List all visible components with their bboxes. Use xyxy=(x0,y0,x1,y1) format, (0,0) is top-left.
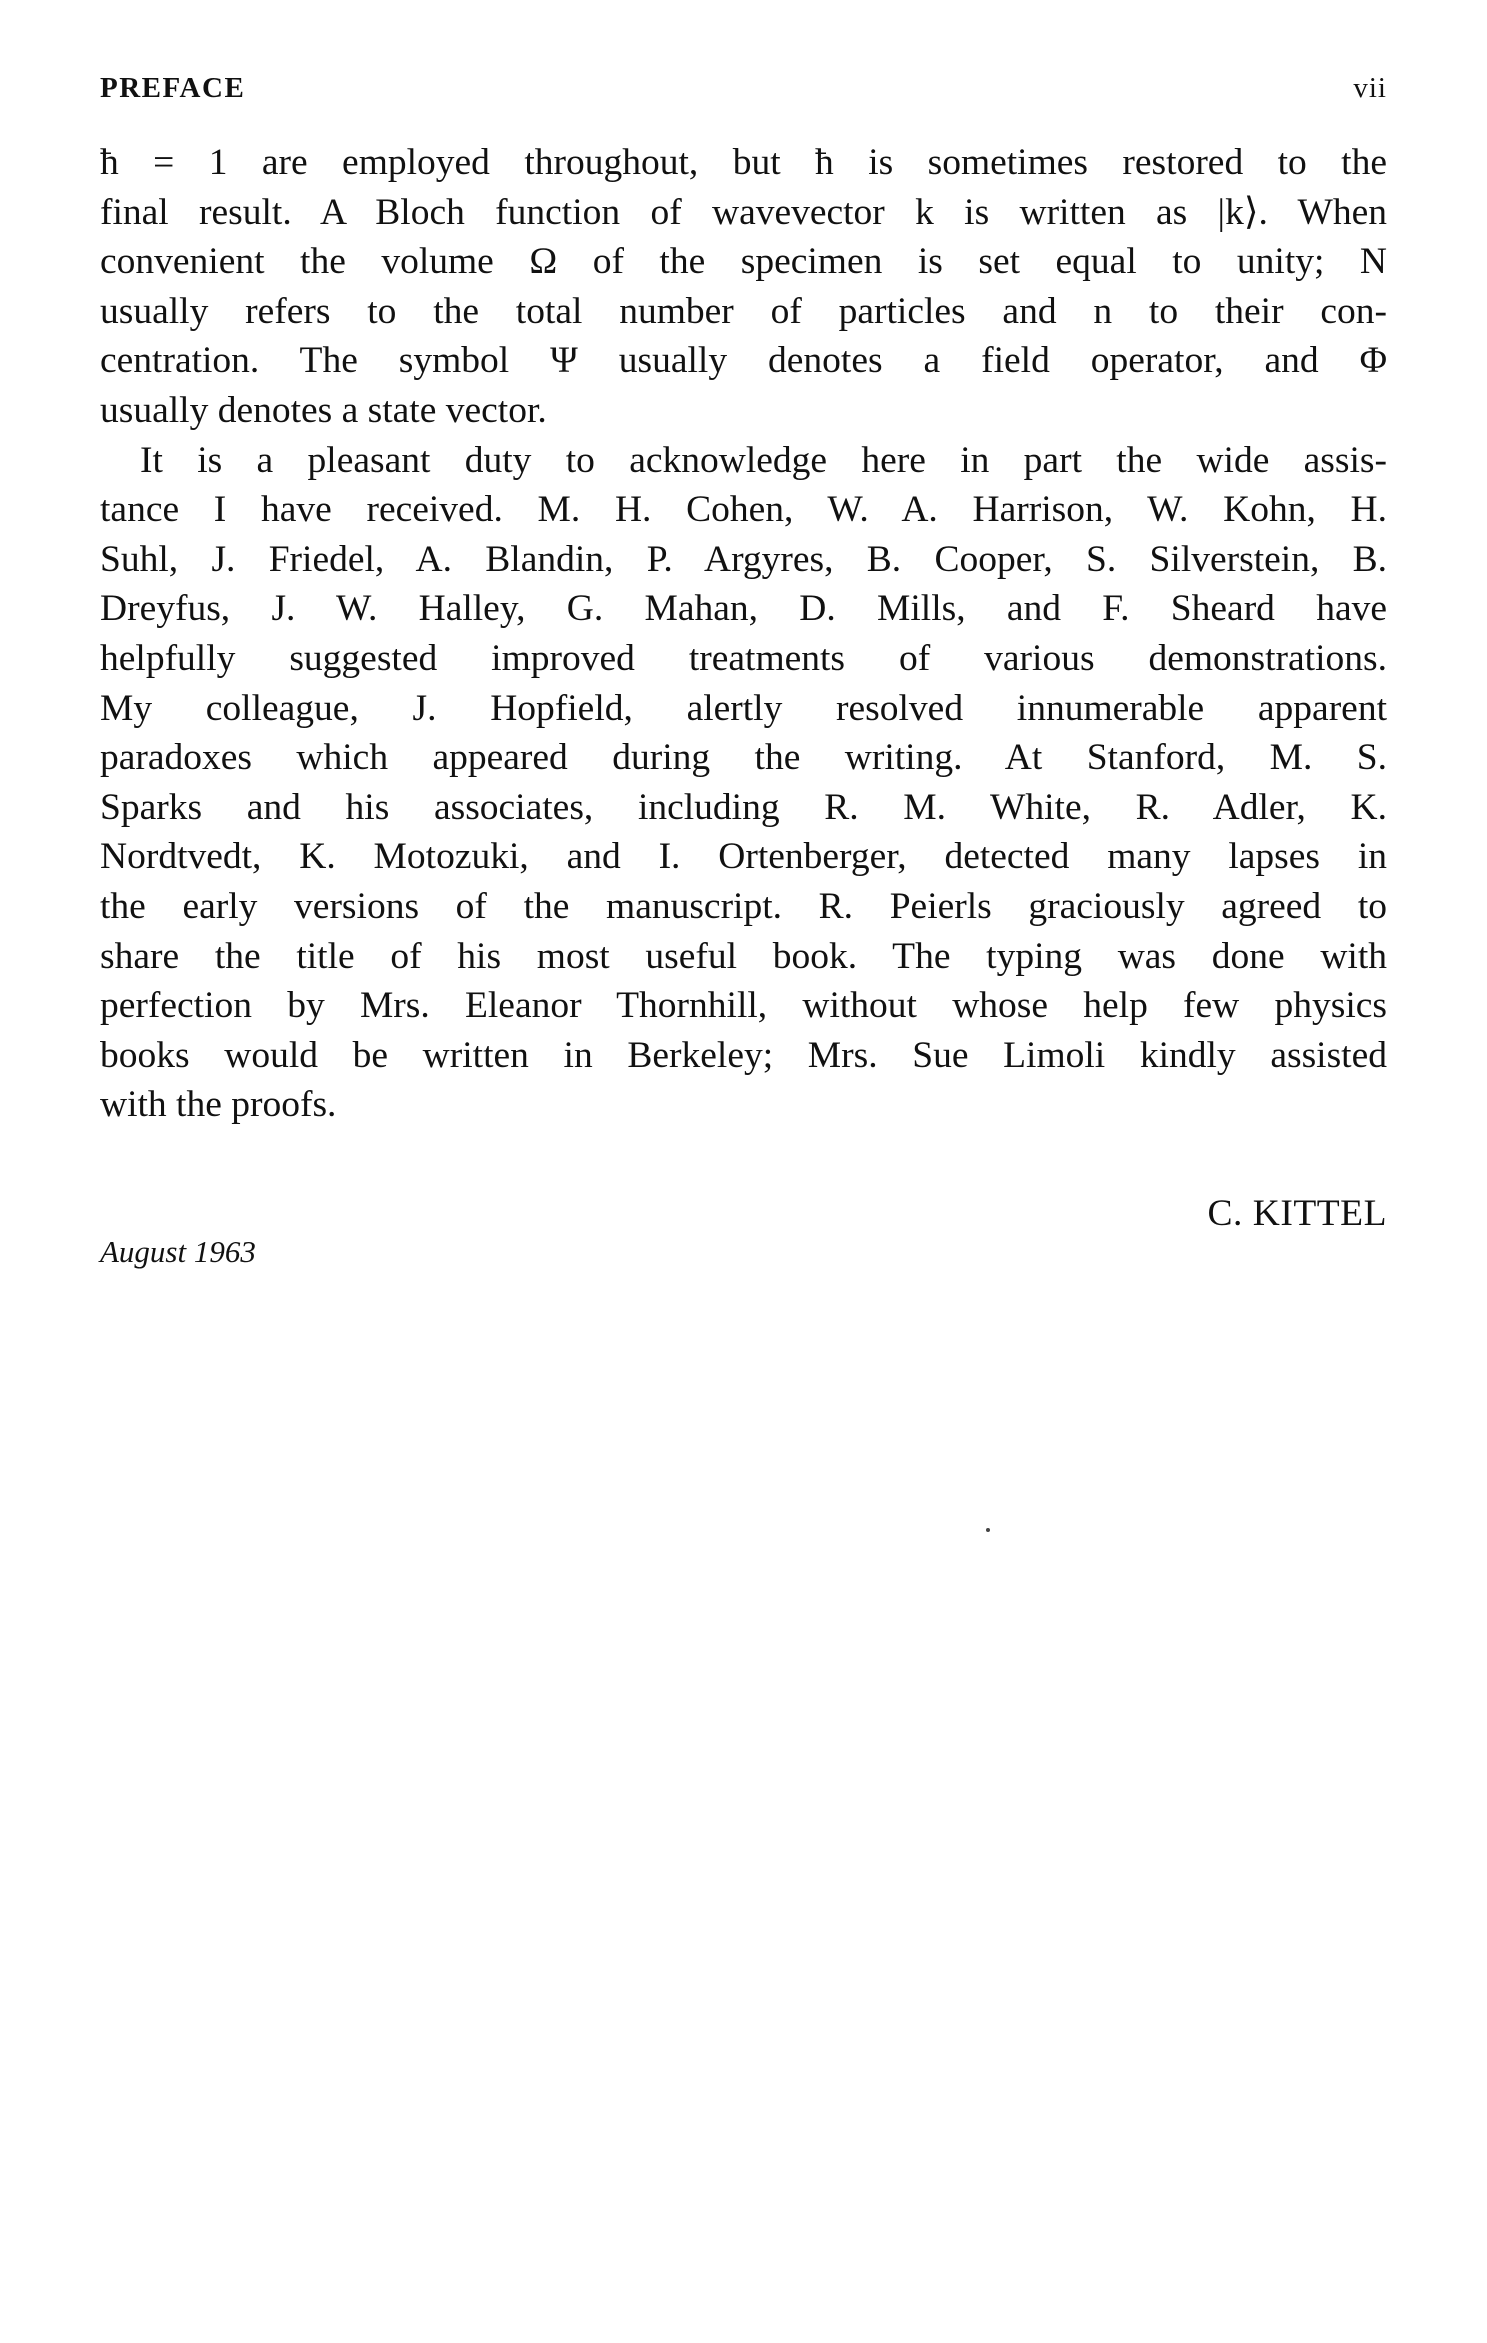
page-number: vii xyxy=(1353,72,1387,104)
text-line: convenient the volume Ω of the specimen is set equal to unity; N xyxy=(100,241,1387,283)
text-line: helpfully suggested improved treatments of various demonstrations. xyxy=(100,637,1387,679)
running-title: PREFACE xyxy=(100,72,246,104)
text-line: ħ = 1 are employed throughout, but ħ is sometimes restored to the xyxy=(100,142,1387,183)
text-line: It is a pleasant duty to acknowledge here in part the wide assis- xyxy=(140,439,1387,481)
text-line: usually refers to the total number of particles and n to their con- xyxy=(100,290,1387,332)
text-line: final result. A Bloch function of wavevector k is written as |k⟩. When xyxy=(100,191,1387,233)
text-line: My colleague, J. Hopfield, alertly resolved innumerable apparent xyxy=(100,687,1387,729)
running-head xyxy=(100,72,1387,116)
signature-rest: ITTEL xyxy=(1280,1193,1387,1234)
text-line: books would be written in Berkeley; Mrs. Sue Limoli kindly assisted xyxy=(100,1034,1387,1076)
print-speck xyxy=(986,1528,990,1532)
text-line: Dreyfus, J. W. Halley, G. Mahan, D. Mills, and F. Sheard have xyxy=(100,588,1387,630)
text-line: the early versions of the manuscript. R. Peierls graciously agreed to xyxy=(100,885,1387,927)
signature-initial: C. K xyxy=(1207,1193,1281,1234)
text-line: Sparks and his associates, including R. M. White, R. Adler, K. xyxy=(100,786,1387,828)
text-line: centration. The symbol Ψ usually denotes a field operator, and Φ xyxy=(100,340,1387,382)
text-line: Suhl, J. Friedel, A. Blandin, P. Argyres, B. Cooper, S. Silverstein, B. xyxy=(100,538,1387,580)
paragraph-acknowledgements xyxy=(100,436,1387,1130)
preface-date: August 1963 xyxy=(100,1234,256,1269)
text-line: share the title of his most useful book. The typing was done with xyxy=(100,935,1387,977)
text-line: Nordtvedt, K. Motozuki, and I. Ortenberger, detected many lapses in xyxy=(100,836,1387,878)
paragraph-notation xyxy=(100,138,1387,436)
text-line: with the proofs. xyxy=(100,1084,337,1126)
author-signature xyxy=(1208,1192,1387,1235)
text-line: perfection by Mrs. Eleanor Thornhill, without whose help few physics xyxy=(100,985,1387,1027)
text-line: paradoxes which appeared during the writing. At Stanford, M. S. xyxy=(100,737,1387,779)
text-line: usually denotes a state vector. xyxy=(100,389,547,431)
preface-body xyxy=(100,138,1387,1130)
text-line: tance I have received. M. H. Cohen, W. A. Harrison, W. Kohn, H. xyxy=(100,489,1387,531)
